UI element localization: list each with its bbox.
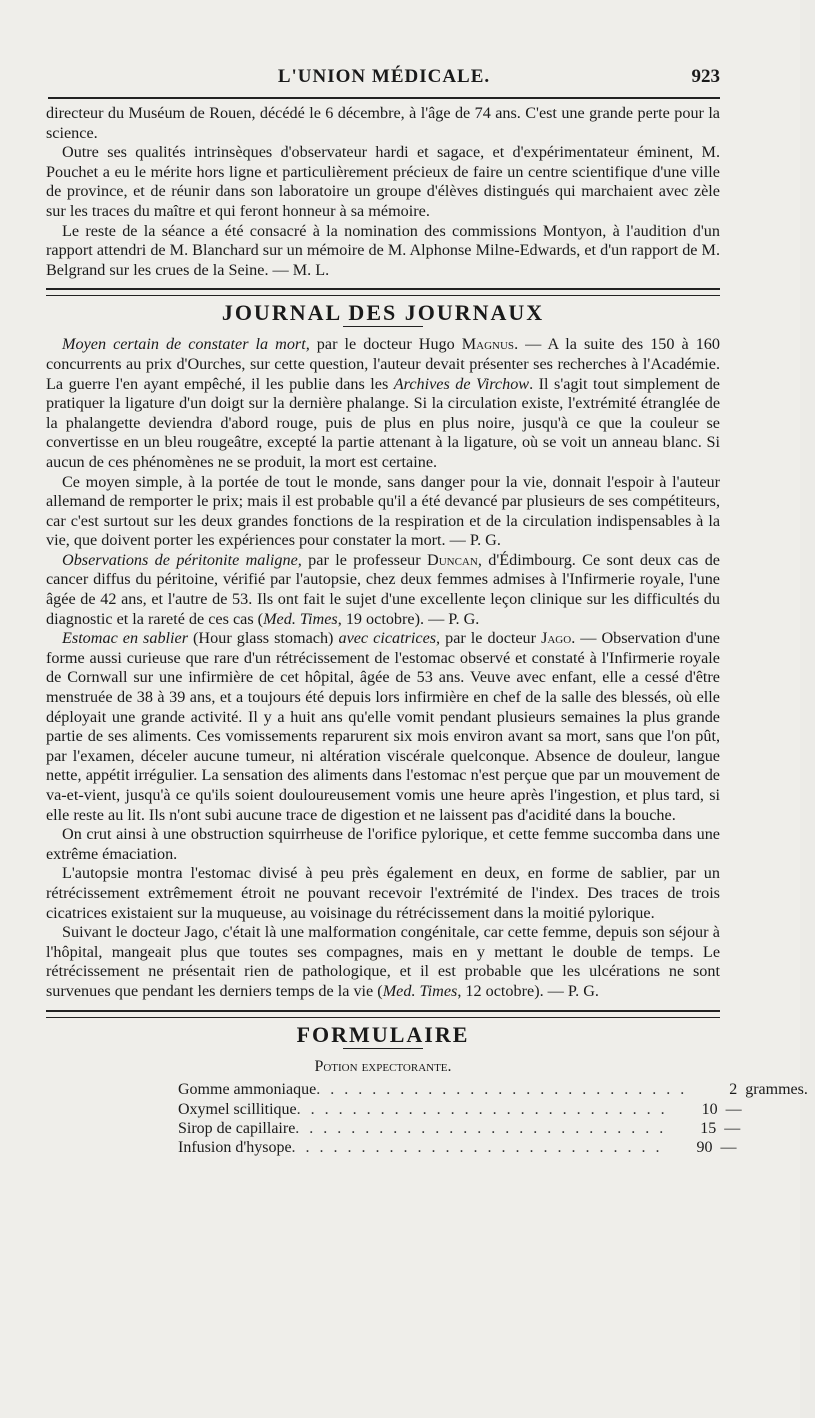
author-name: Magnus xyxy=(461,335,515,354)
article-jago: Estomac en sablier (Hour glass stomach) avec cicatrices, par le docteur Jago. — Observation d'une forme aussi curieuse que rare d'un rétrécissement de l'estomac observé et constaté à l'Infirmerie royale de Cornwall sur une infirmière de cet hôpital, âgée de 53 ans. Veuve avec enfant, elle a cessé d'être menstruée de 38 à 39 ans, et a toujours été depuis lors infirmière en chef de la salle des blessés, où elle déployait une grande activité. Il y a huit ans qu'elle vomit pendant plusieurs semaines la plus grande partie de ses aliments. Ces vomissements reparurent six mois environ avant sa mort, sans que l'on pût, par l'examen, déceler aucune tumeur, ni altération viscérale quelconque. Absence de douleur, langue nette, appétit irrégulier. La sensation des aliments dans l'estomac n'est perçue que par un mouvement de va-et-vient, jusqu'à ce qu'ils soient douloureusement vomis une heure après l'ingestion, et plus tard, si elle reste au lit. Ils n'ont subi aucune trace de digestion et ne laissent pas d'acidité dans la bouche. xyxy=(46,629,720,824)
title-underline xyxy=(343,326,423,327)
title-underline xyxy=(343,1048,423,1049)
intro-paragraph-2: Outre ses qualités intrinsèques d'observateur hardi et sagace, et d'expérimentateur éminent, M. Pouchet a eu le mérite hors ligne et particulièrement précieux de faire un centre scientifique d'une ville de province, et de réunir dans son laboratoire un groupe d'élèves distingués qui marchaient avec zèle sur les traces du maître et qui feront honneur à sa mémoire. xyxy=(46,143,720,220)
article-title: Estomac en sablier xyxy=(62,629,189,648)
recipe-item: Gomme ammoniaque . . . . . . . . . . . . . . . . . . . . . . . . . . . 2 grammes. xyxy=(178,1081,808,1099)
article-magnus-paragraph-2: Ce moyen simple, à la portée de tout le monde, sans danger pour la vie, donnait l'espoir à l'auteur allemand de remporter le prix; mais il est probable qu'il a été devancé par plusieurs de ses compétiteurs, car c'est surtout sur les deux grandes fonctions de la respiration et de la circulation indispensables à la vie, que doivent porter les expériences pour constater la mort. — P. G. xyxy=(46,472,720,550)
journal-reference: Med. Times xyxy=(263,609,338,628)
page-header xyxy=(48,62,720,96)
intro-paragraph-3: Le reste de la séance a été consacré à la nomination des commissions Montyon, à l'audition d'un rapport attendri de M. Blanchard sur un mémoire de M. Alphonse Milne-Edwards, et d'un rapport de M. Belgrand sur les crues de la Seine. — M. L. xyxy=(46,221,720,279)
recipe-item: Oxymel scillitique . . . . . . . . . . . . . . . . . . . . . . . . . . . 10 — xyxy=(178,1100,742,1118)
page-body xyxy=(46,104,808,1158)
article-duncan: Observations de péritonite maligne, par le professeur Duncan, d'Édimbourg. Ce sont deux cas de cancer diffus du péritoine, vérifié par l'autopsie, chez deux femmes admises à l'Infirmerie royale, l'une âgée de 42 ans, et l'autre de 53. Ils ont fait le sujet d'une excellente leçon clinique sur les difficultés du diagnostic et la rareté de ces cas (Med. Times, 19 octobre). — P. G. xyxy=(46,550,720,628)
article-title: Observations de péritonite maligne, xyxy=(62,550,302,569)
recipe-item: Sirop de capillaire . . . . . . . . . . . . . . . . . . . . . . . . . . . 15 — xyxy=(178,1119,741,1137)
recipe-item: Infusion d'hysope . . . . . . . . . . . . . . . . . . . . . . . . . . . 90 — xyxy=(178,1139,737,1157)
article-jago-paragraph-4: Suivant le docteur Jago, c'était là une malformation congénitale, car cette femme, depuis son séjour à l'hôpital, mangeait plus que toutes ses compagnes, mais en y mettant le double de temps. Le rétrécissement ne présentait rien de pathologique, et il est probable que les ulcérations ne sont survenues que pendant les derniers temps de la vie (Med. Times, 12 octobre). — P. G. xyxy=(46,923,720,1000)
article-magnus: Moyen certain de constater la mort, par le docteur Hugo Magnus. — A la suite des 150 à 160 concurrents au prix d'Ourches, sur cette question, l'auteur devait présenter ses recherches à l'Académie. La guerre l'en ayant empêché, il les publie dans les Archives de Virchow. Il s'agit tout simplement de pratiquer la ligature d'un doigt sur la dernière phalange. Si la circulation existe, l'extrémité étranglée de la phalangette deviendra d'abord rouge, puis de plus en plus noire, jusqu'à ce que la couleur se convertisse en un bleu rougeâtre, excepté la partie attenant à la ligature, où se voit un anneau blanc. Si aucun de ces phénomènes ne se produit, la mort est certaine. xyxy=(46,335,720,471)
author-name: Duncan xyxy=(427,550,478,569)
page-number: 923 xyxy=(691,66,720,87)
author-name: Jago xyxy=(541,629,572,648)
section-divider xyxy=(46,1010,720,1018)
section-divider xyxy=(46,288,720,296)
recipe-list xyxy=(178,1080,808,1158)
article-jago-paragraph-3: L'autopsie montra l'estomac divisé à peu près également en deux, en forme de sablier, par un rétrécissement extrêmement étroit ne pouvant recevoir l'extrémité de l'index. Des traces de trois cicatrices existaient sur la muqueuse, au voisinage du rétrécissement dans la moitié pylorique. xyxy=(46,864,720,922)
journal-reference: Med. Times xyxy=(382,981,458,1000)
formulaire-section-title: FORMULAIRE xyxy=(296,1021,470,1047)
recipe-title: Potion expectorante. xyxy=(314,1057,452,1075)
intro-paragraph-1: directeur du Muséum de Rouen, décédé le 6 décembre, à l'âge de 74 ans. C'est une grande perte pour la science. xyxy=(46,104,720,142)
journal-section-title: JOURNAL DES JOURNAUX xyxy=(221,300,545,326)
header-rule xyxy=(48,97,720,99)
article-title: Moyen certain de constater la mort, xyxy=(62,335,310,354)
article-jago-paragraph-2: On crut ainsi à une obstruction squirrheuse de l'orifice pylorique, et cette femme succomba dans une extrême émaciation. xyxy=(46,825,720,863)
journal-reference: Archives de Virchow xyxy=(393,374,530,393)
running-title: L'UNION MÉDICALE. xyxy=(277,66,491,87)
